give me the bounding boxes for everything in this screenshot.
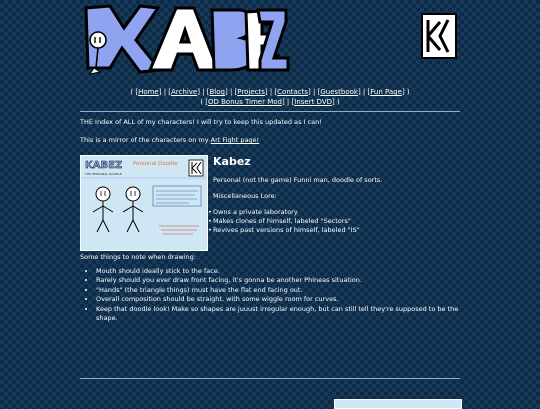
drawing-notes-list — [80, 267, 460, 323]
art-fight-link[interactable]: Art Fight page! — [210, 136, 260, 144]
drawing-note: • "Hands" (the triangle things) must have the flat end facing out. — [96, 286, 460, 295]
character-card — [80, 155, 460, 253]
header — [80, 0, 460, 78]
lore-title: Miscellaneous Lore: — [213, 192, 277, 200]
intro-line-2 — [80, 136, 460, 145]
next-character-thumbnail[interactable] — [334, 399, 462, 409]
drawing-note: • Keep that doodle look! Make so shapes are juuust irregular enough, but can still tell they're supposed to be the shape. — [96, 305, 460, 324]
thumb-tag: THE PERSONAL DOODLE — [85, 172, 122, 176]
character-thumbnail[interactable] — [80, 155, 208, 251]
lore-item: • Makes clones of himself, labeled "Sectors" — [213, 217, 460, 226]
notes-title: Some things to note when drawing: — [80, 253, 196, 261]
nav-row-1: ( [Home] | [Archive] | [Blog] | [Projects] | [Contacts] | [Guestbook] | [Fun Page] ) — [130, 88, 410, 96]
intro-line-1: THE Index of ALL of my characters! I will try to keep this updated as I can! — [80, 118, 322, 126]
nav-link-contacts[interactable]: Contacts — [277, 88, 309, 96]
nav-link-insert-dvd[interactable]: Insert DVD — [294, 98, 332, 106]
character-name: Kabez — [213, 155, 251, 168]
nav-link-archive[interactable]: Archive — [171, 88, 198, 96]
reference-sheet-image — [81, 156, 207, 250]
lore-item: • Revives past versions of himself, labeled "IS" — [213, 226, 460, 235]
lore-item: • Owns a private laboratory — [213, 208, 460, 217]
emblem-icon — [420, 12, 458, 60]
main-nav — [80, 87, 460, 107]
site-logo[interactable] — [80, 2, 290, 76]
nav-link-fun-page[interactable]: Fun Page — [370, 88, 402, 96]
intro — [80, 118, 460, 145]
nav-link-od-bonus-timer-mod[interactable]: OD Bonus Timer Mod — [208, 98, 282, 106]
divider — [80, 111, 460, 112]
drawing-note: • Mouth should ideally stick to the face. — [96, 267, 460, 276]
nav-row-2: ( [OD Bonus Timer Mod] | [Insert DVD] ) — [200, 98, 340, 106]
character-info — [213, 155, 460, 235]
nav-link-projects[interactable]: Projects — [237, 88, 265, 96]
thumb-subtitle: Personal Doodle — [133, 161, 178, 167]
nav-link-blog[interactable]: Blog — [209, 88, 225, 96]
thumb-title: KABEZ — [85, 160, 123, 171]
character-description: Personal (not the game) Funni man, doodle of sorts. — [213, 176, 383, 184]
nav-link-guestbook[interactable]: Guestbook — [320, 88, 358, 96]
lore-list — [213, 208, 460, 235]
intro-line-2-prefix: This is a mirror of the characters on my — [80, 136, 211, 144]
drawing-note: • Rarely should you ever draw front facing, it's gonna be another Phineas situation. — [96, 276, 460, 285]
page — [80, 0, 460, 405]
nav-link-home[interactable]: Home — [138, 88, 159, 96]
drawing-note: • Overall composition should be straight, with some wiggle room for curves. — [96, 295, 460, 304]
divider — [80, 378, 460, 379]
